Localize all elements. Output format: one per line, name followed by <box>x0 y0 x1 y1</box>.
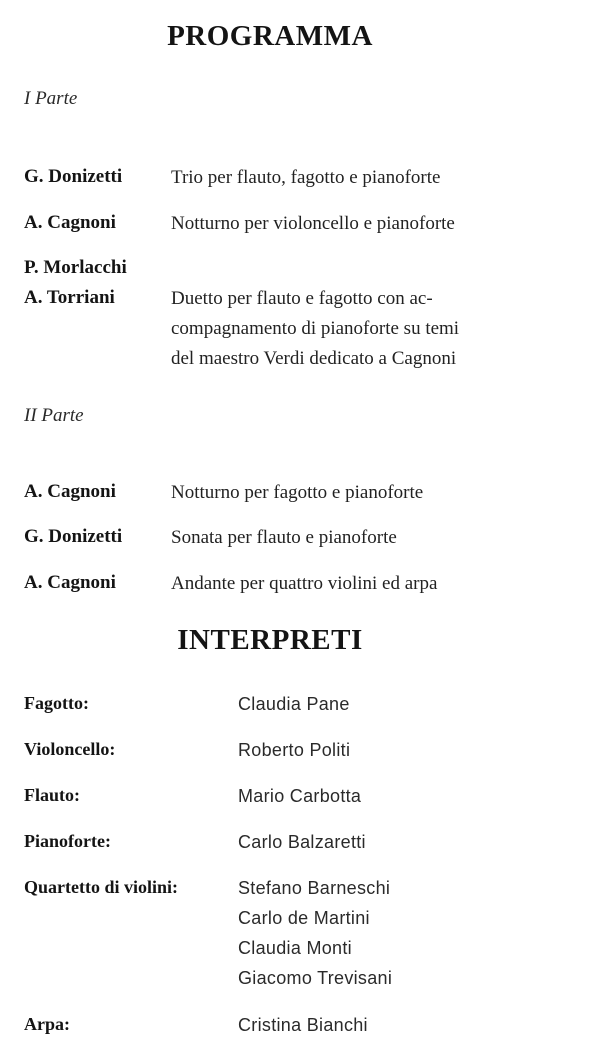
performer-name: Cristina Bianchi <box>238 1015 368 1035</box>
work-andante <box>171 569 437 599</box>
work-line: Trio per flauto, fagotto e pianoforte <box>171 167 441 188</box>
performer-list <box>238 735 350 765</box>
composer-torriani: A. Torriani <box>24 287 115 308</box>
part-1-heading: I Parte <box>24 88 78 109</box>
role-pianoforte: Pianoforte: <box>24 831 111 851</box>
performer-list <box>238 689 350 719</box>
performer-name: Claudia Monti <box>238 938 352 958</box>
work-line: Andante per quattro violini ed arpa <box>171 573 438 594</box>
composer-donizetti: G. Donizetti <box>24 526 123 547</box>
work-line: compagnamento di pianoforte su temi <box>171 318 460 339</box>
performer-list <box>238 873 392 993</box>
performer-name: Carlo Balzaretti <box>238 832 366 852</box>
performer-name: Stefano Barneschi <box>238 878 391 898</box>
role-arpa: Arpa: <box>24 1014 70 1034</box>
role-violoncello: Violoncello: <box>24 739 116 759</box>
work-sonata <box>171 523 397 553</box>
programma-title: PROGRAMMA <box>167 20 373 52</box>
work-trio <box>171 163 440 193</box>
performer-name: Claudia Pane <box>238 694 350 714</box>
work-line: Duetto per flauto e fagotto con ac- <box>171 288 433 309</box>
work-line: Sonata per flauto e pianoforte <box>171 527 397 548</box>
role-flauto: Flauto: <box>24 785 80 805</box>
composer-morlacchi: P. Morlacchi <box>24 257 127 278</box>
work-line: Notturno per fagotto e pianoforte <box>171 482 424 503</box>
performer-name: Giacomo Trevisani <box>238 968 393 988</box>
part-2-heading: II Parte <box>24 405 84 426</box>
role-quartetto: Quartetto di violini: <box>24 877 178 897</box>
composer-cagnoni: A. Cagnoni <box>24 212 116 233</box>
work-duetto <box>171 284 459 374</box>
performer-name: Mario Carbotta <box>238 786 362 806</box>
composer-cagnoni: A. Cagnoni <box>24 481 116 502</box>
interpreti-title: INTERPRETI <box>177 624 363 656</box>
role-fagotto: Fagotto: <box>24 693 89 713</box>
composer-cagnoni: A. Cagnoni <box>24 572 116 593</box>
work-notturno-fagotto <box>171 478 423 508</box>
work-line: Notturno per violoncello e pianoforte <box>171 213 455 234</box>
performer-name: Carlo de Martini <box>238 908 370 928</box>
work-notturno-violoncello <box>171 209 455 239</box>
performer-list <box>238 827 366 857</box>
performer-list <box>238 1010 368 1040</box>
work-line: del maestro Verdi dedicato a Cagnoni <box>171 348 457 369</box>
performer-list <box>238 781 361 811</box>
composer-donizetti: G. Donizetti <box>24 166 123 187</box>
performer-name: Roberto Politi <box>238 740 351 760</box>
